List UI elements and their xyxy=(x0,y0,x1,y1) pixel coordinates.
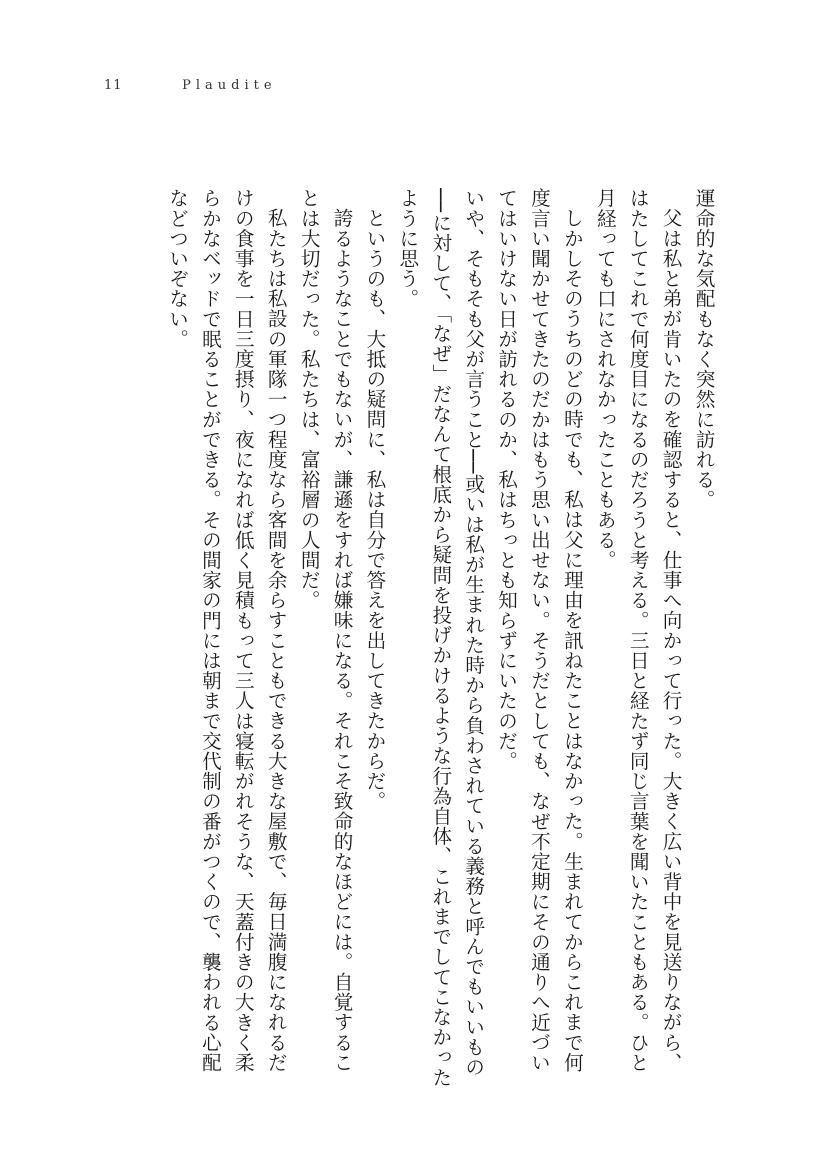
paragraph-5: というのも、大抵の疑問に、私は自分で答えを出してきたからだ。 xyxy=(362,207,386,811)
paragraph-1: 運命的な気配もなく突然に訪れる。 xyxy=(692,188,715,510)
book-title: Plaudite xyxy=(182,78,277,93)
vertical-body-text xyxy=(119,188,719,1088)
running-head xyxy=(104,78,277,93)
page-number: 11 xyxy=(104,78,123,93)
paragraph-2: 父は私と弟が肯いたのを確認すると、仕事へ向かって行った。大きく広い背中を見送りながら、はたしてこれで何度目になるのだろうと考える。三日と経たず同じ言葉を聞いたこともある。ひと月経っても口にされなかったこともある。 xyxy=(593,188,683,1073)
paragraph-3: しかしそのうちのどの時でも、私は父に理由を訊ねたことはなかった。生まれてからこれまで何度言い聞かせてきたのだかはもう思い出せない。そうだとしても、なぜ不定期にその通りへ近づいてはいけない日が訪れるのか、私はちっとも知らずにいたのだ。 xyxy=(494,188,584,1073)
paragraph-7: 私たちは私設の軍隊一つ程度なら客間を余らすこともできる大きな屋敷で、毎日満腹になれるだけの食事を一日三度摂り、夜になれば低く見積もって三人は寝転がれそうな、天蓋付きの大きく柔らかなベッドで眠ることができる。その間家の門には朝まで交代制の番がつくので、襲われる心配などついぞない。 xyxy=(165,188,288,1073)
paragraph-4: いや、そもそも父が言うこと──或いは私が生まれた時から負わされている義務と呼んでもいいもの──に対して、「なぜ」だなんて根底から疑問を投げかけるような行為自体、これまでしてこなかったように思う。 xyxy=(395,188,485,1088)
paragraph-6: 誇るようなことでもないが、謙遜をすれば嫌味になる。それこそ致命的なほどには。自覚することは大切だった。私たちは、富裕層の人間だ。 xyxy=(297,188,354,1072)
